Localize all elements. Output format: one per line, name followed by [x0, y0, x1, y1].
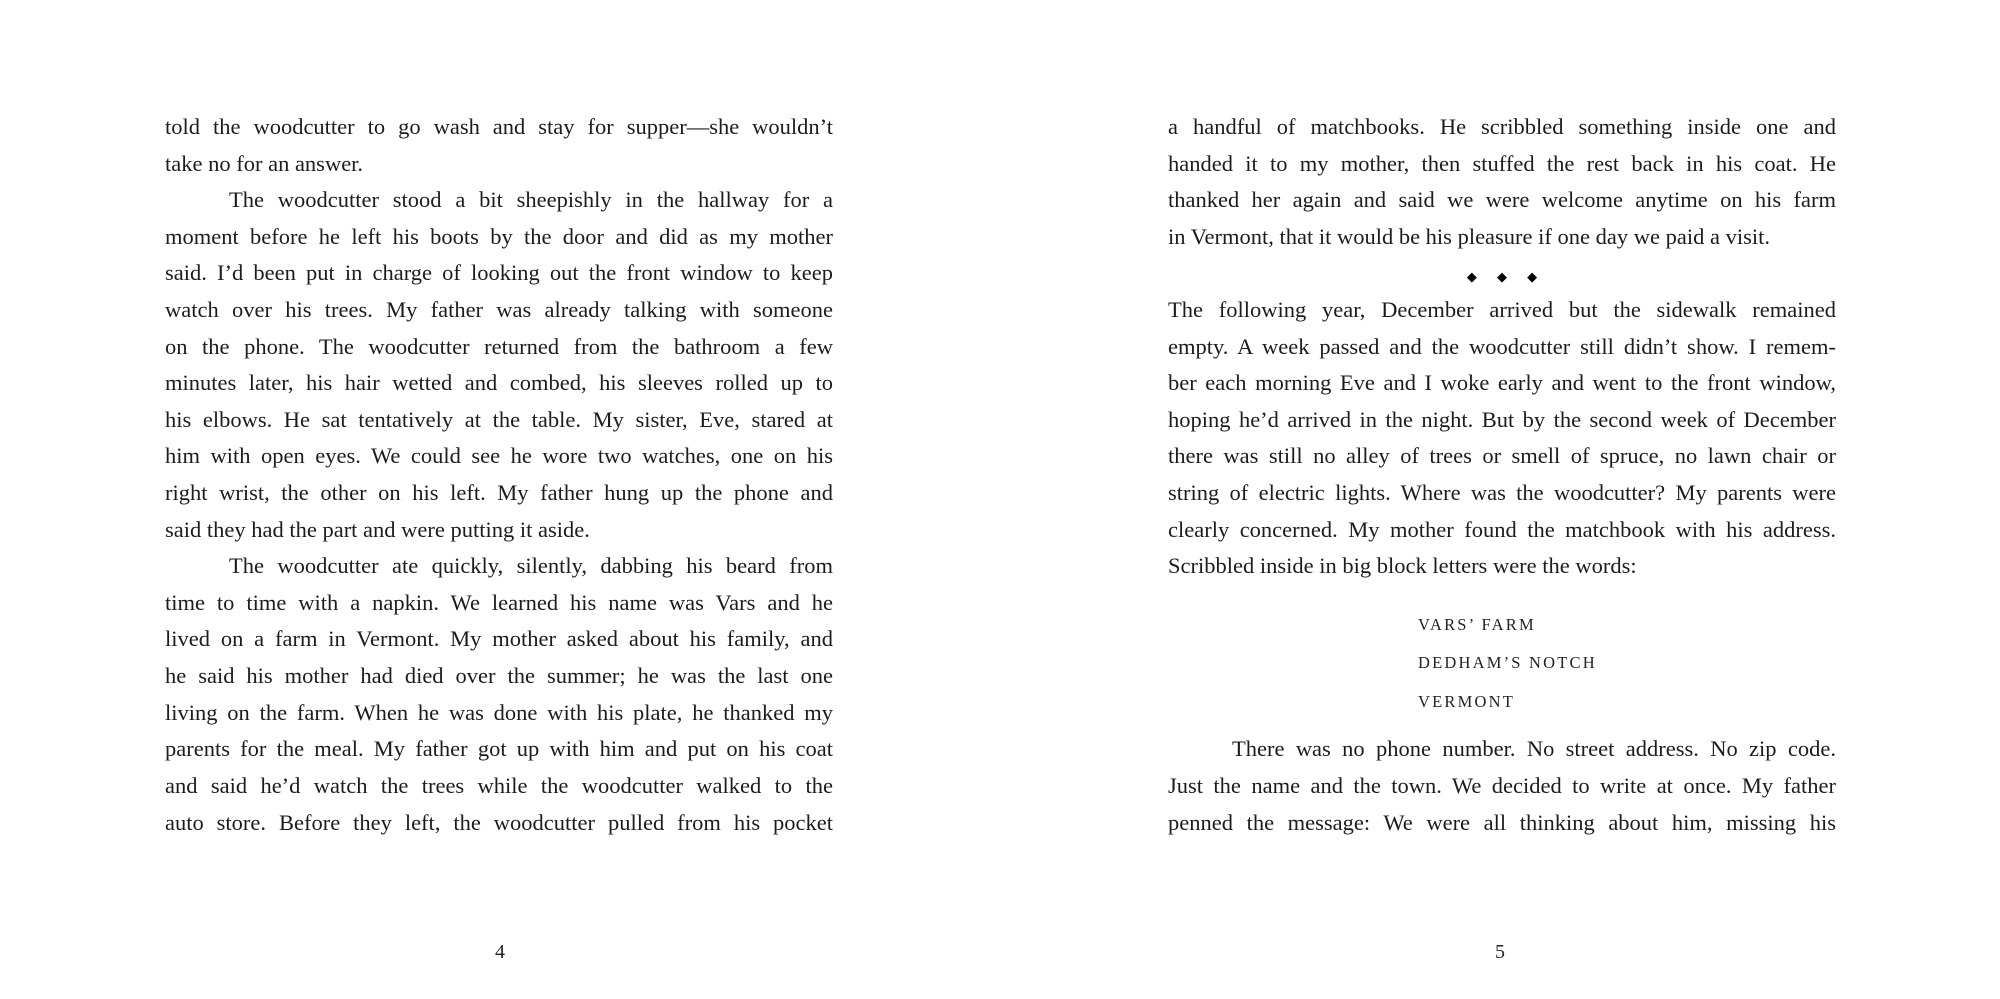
text-line: take no for an answer. [165, 151, 364, 176]
text-line: lived on a farm in Vermont. My mother asked about his family, and [165, 626, 833, 651]
text-line: The woodcutter ate quickly, silently, dabbing his beard from [229, 553, 833, 578]
text-line: there was still no alley of trees or smell of spruce, no lawn chair or [1168, 443, 1836, 468]
right-page [1000, 0, 2000, 999]
text-line: Scribbled inside in big block letters were the words: [1168, 553, 1637, 578]
text-line: The woodcutter stood a bit sheepishly in the hallway for a [229, 187, 833, 212]
text-line: said. I’d been put in charge of looking out the front window to keep [165, 260, 833, 285]
text-line: clearly concerned. My mother found the matchbook with his address. [1168, 517, 1836, 542]
text-line: The following year, December arrived but the sidewalk remained [1168, 297, 1836, 322]
text-line: ber each morning Eve and I woke early and went to the front window, [1168, 370, 1836, 395]
address-line: DEDHAM’S NOTCH [1418, 653, 1597, 672]
address-line: VARS’ FARM [1418, 615, 1536, 634]
text-line: minutes later, his hair wetted and combed, his sleeves rolled up to [165, 370, 833, 395]
text-line: in Vermont, that it would be his pleasure if one day we paid a visit. [1168, 224, 1770, 249]
text-line: string of electric lights. Where was the woodcutter? My parents were [1168, 480, 1836, 505]
text-line: said they had the part and were putting it aside. [165, 517, 590, 542]
text-line: he said his mother had died over the summer; he was the last one [165, 663, 833, 688]
text-line: handed it to my mother, then stuffed the rest back in his coat. He [1168, 151, 1836, 176]
text-line: empty. A week passed and the woodcutter still didn’t show. I remem- [1168, 334, 1836, 359]
text-line: on the phone. The woodcutter returned from the bathroom a few [165, 334, 833, 359]
text-line: penned the message: We were all thinking about him, missing his [1168, 810, 1836, 835]
text-line: There was no phone number. No street address. No zip code. [1232, 736, 1836, 761]
text-line: him with open eyes. We could see he wore two watches, one on his [165, 443, 833, 468]
text-line: moment before he left his boots by the door and did as my mother [165, 224, 833, 249]
text-line: parents for the meal. My father got up with him and put on his coat [165, 736, 833, 761]
page-number-right: 5 [1495, 941, 1505, 963]
text-line: thanked her again and said we were welcome anytime on his farm [1168, 187, 1836, 212]
text-line: living on the farm. When he was done with his plate, he thanked my [165, 700, 833, 725]
text-line: told the woodcutter to go wash and stay for supper—she wouldn’t [165, 114, 833, 139]
address-line: VERMONT [1418, 692, 1515, 711]
text-line: watch over his trees. My father was already talking with someone [165, 297, 833, 322]
text-line: and said he’d watch the trees while the woodcutter walked to the [165, 773, 833, 798]
text-line: Just the name and the town. We decided to write at once. My father [1168, 773, 1836, 798]
text-line: hoping he’d arrived in the night. But by the second week of December [1168, 407, 1836, 432]
text-line: auto store. Before they left, the woodcutter pulled from his pocket [165, 810, 833, 835]
text-line: his elbows. He sat tentatively at the table. My sister, Eve, stared at [165, 407, 833, 432]
text-line: time to time with a napkin. We learned his name was Vars and he [165, 590, 833, 615]
text-line: a handful of matchbooks. He scribbled something inside one and [1168, 114, 1836, 139]
text-line: right wrist, the other on his left. My father hung up the phone and [165, 480, 833, 505]
page-number-left: 4 [495, 941, 505, 963]
diamond-icon: ◆ [1527, 270, 1538, 285]
diamond-icon: ◆ [1497, 270, 1507, 285]
diamond-icon: ◆ [1466, 270, 1477, 285]
section-break [1168, 268, 1836, 288]
